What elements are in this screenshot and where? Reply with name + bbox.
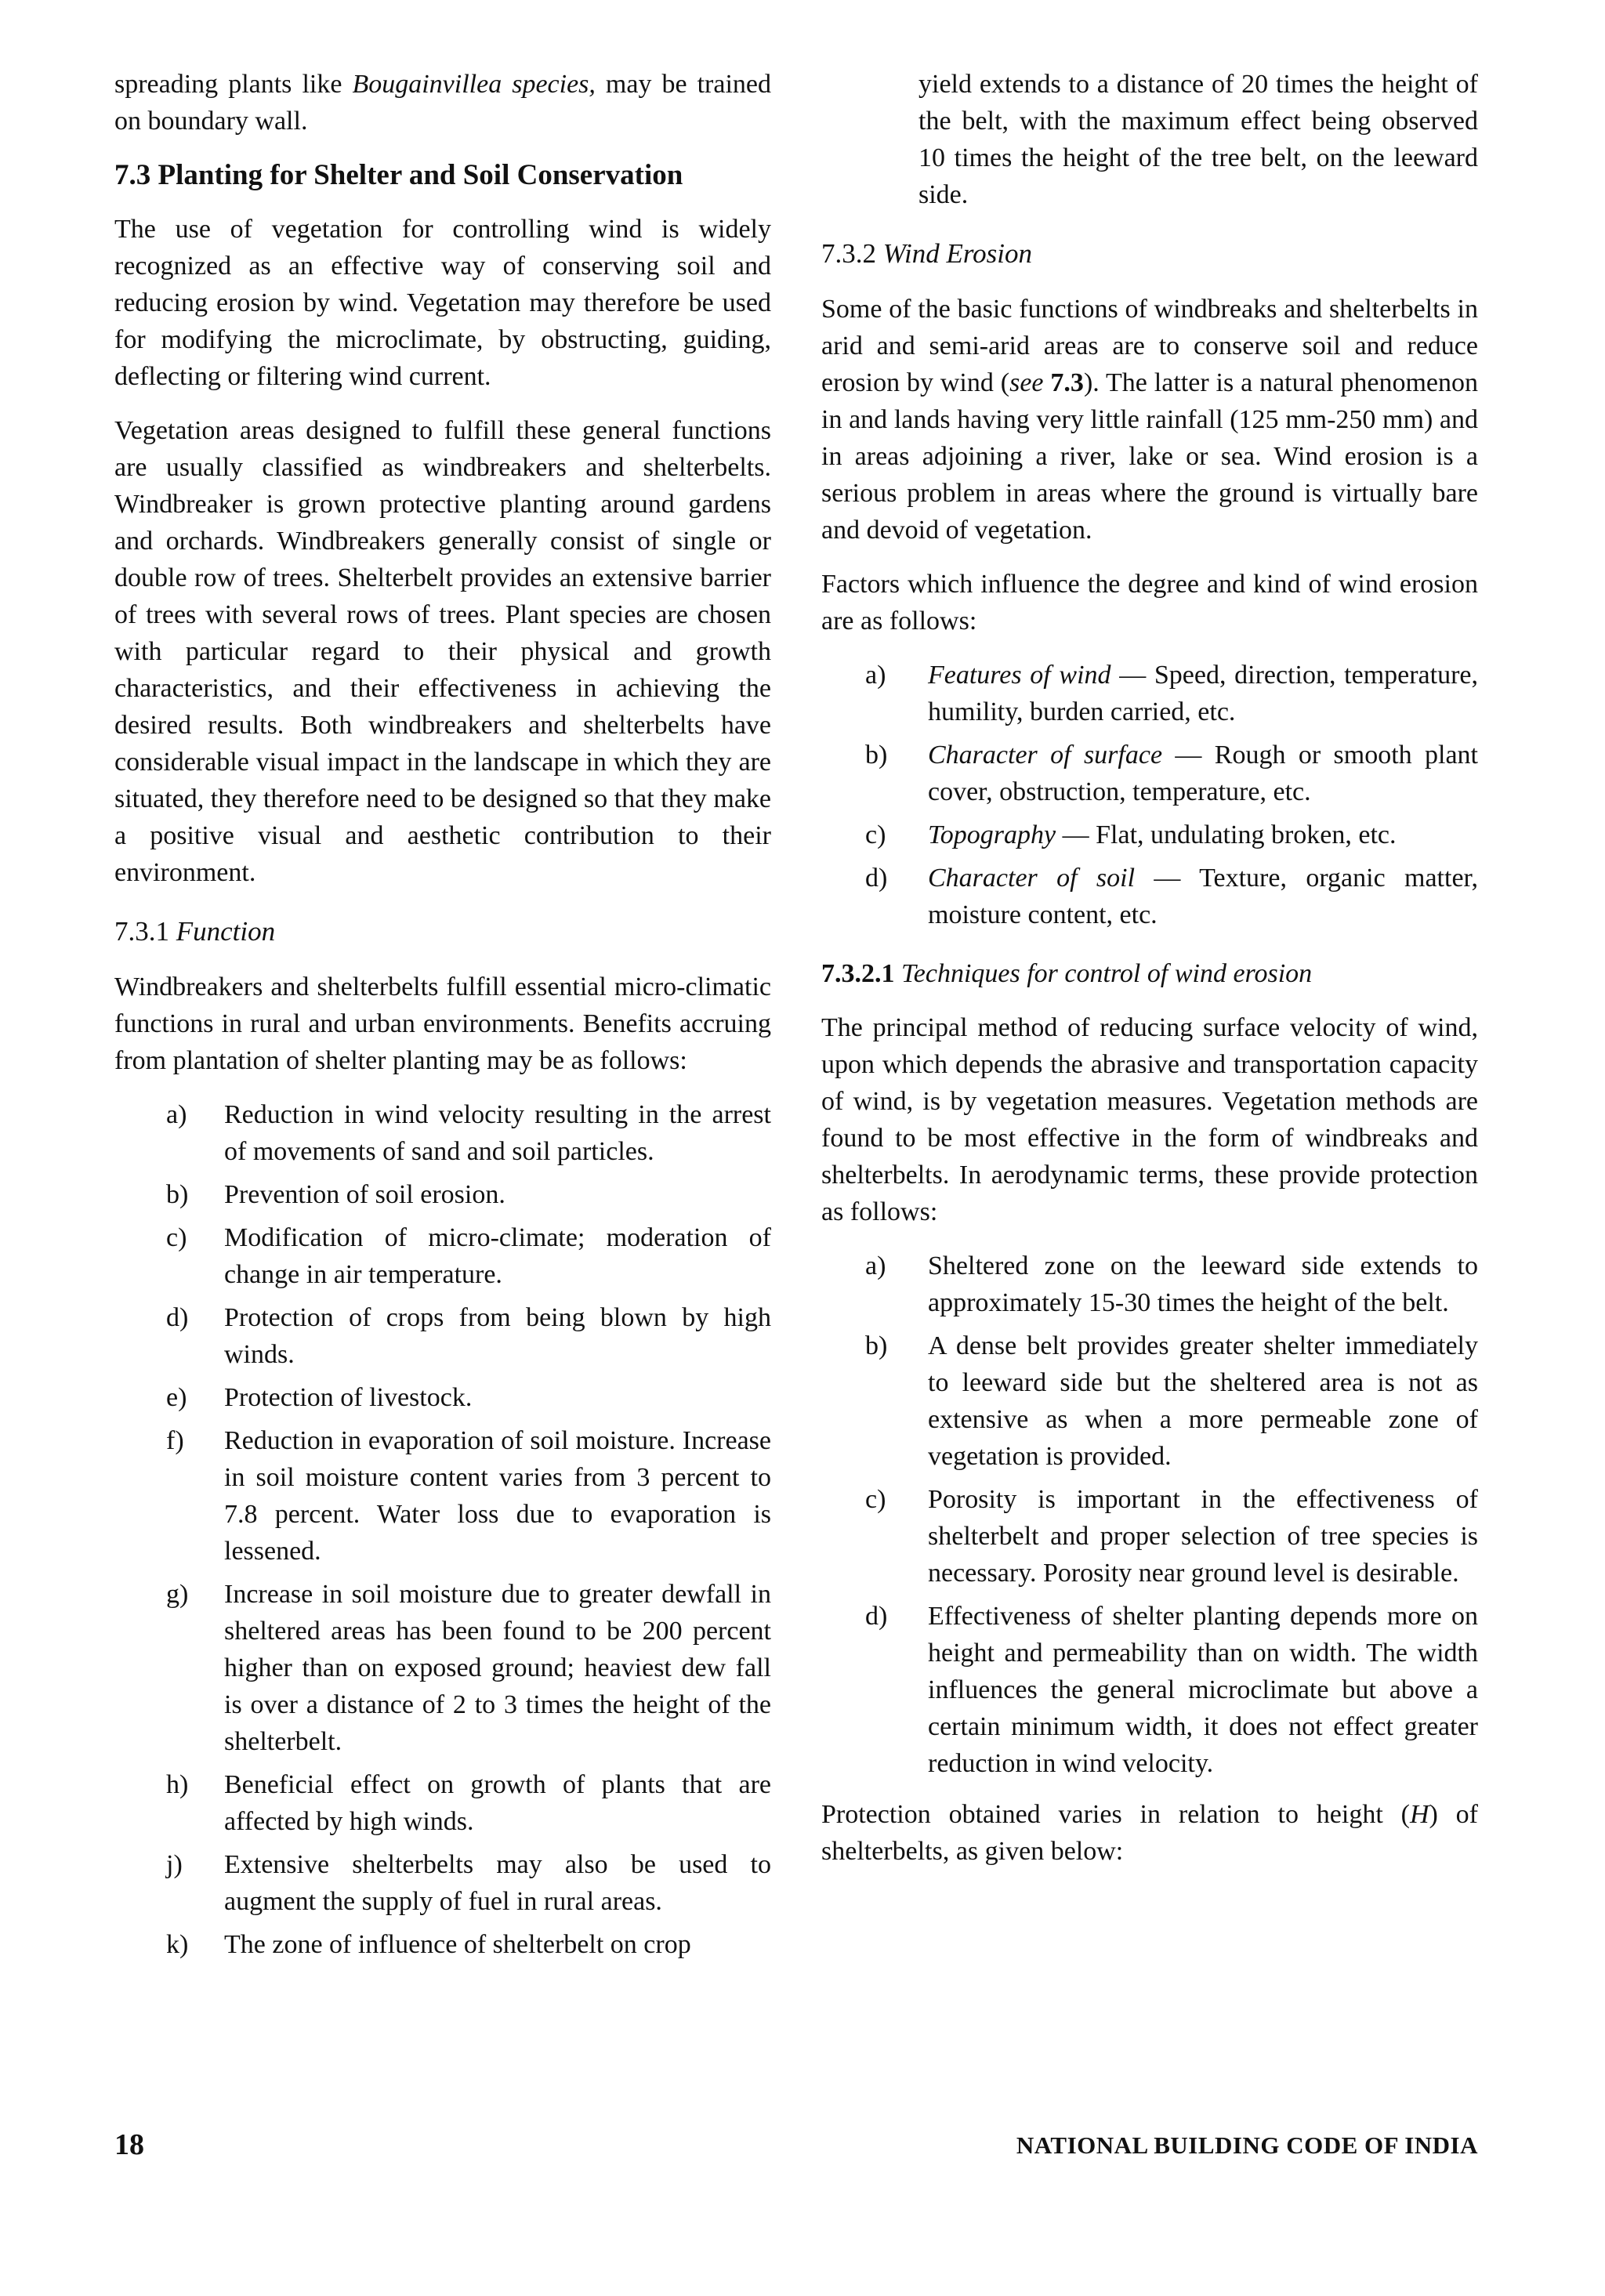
list-item: c) Porosity is important in the effectiveness of shelterbelt and proper selection of tree species is necessary. Porosity near ground level is desirable. [865,1485,1478,1588]
list-item: b) Prevention of soil erosion. [166,1180,505,1209]
list-item: c) Topography — Flat, undulating broken, etc. [865,820,1397,849]
list-item: e) Protection of livestock. [166,1383,473,1412]
section-heading-7-3: 7.3 Planting for Shelter and Soil Conservation [114,159,683,191]
right-column [821,66,1478,1887]
list-item: b) A dense belt provides greater shelter immediately to leeward side but the sheltered area is not as extensive as when a more permeable zone of vegetation is provided. [865,1331,1478,1471]
list-item: h) Beneficial effect on growth of plants that are affected by high winds. [166,1770,771,1836]
section-7-3-1-paragraph: Windbreakers and shelterbelts fulfill essential micro-climatic functions in rural and urban environments. Benefits accruing from plantation of shelter planting may be as follows: [114,972,771,1075]
page-number: 18 [114,2128,144,2161]
section-heading-7-3-2: 7.3.2 Wind Erosion [821,238,1032,269]
list-item: j) Extensive shelterbelts may also be used to augment the supply of fuel in rural areas. [166,1850,771,1916]
list-item: g) Increase in soil moisture due to greater dewfall in sheltered areas has been found to be 200 percent higher than on exposed ground; heaviest dew fall is over a distance of 2 to 3 times the height of the shelterbelt. [166,1580,771,1756]
protections-list [821,1248,1478,1782]
list-item: f) Reduction in evaporation of soil moisture. Increase in soil moisture content varies from 3 percent to 7.8 percent. Water loss due to evaporation is lessened. [166,1426,771,1566]
list-item: d) Effectiveness of shelter planting depends more on height and permeability than on width. The width influences the general microclimate but above a certain minimum width, it does not effect greater reduction in wind velocity. [865,1602,1478,1778]
list-item: a) Features of wind — Speed, direction, temperature, humility, burden carried, etc. [865,661,1479,726]
publication-title: NATIONAL BUILDING CODE OF INDIA [1016,2131,1478,2159]
continuation-paragraph: yield extends to a distance of 20 times the height of the belt, with the maximum effect being observed 10 times the height of the tree belt, on the leeward side. [918,70,1478,209]
list-item: c) Modification of micro-climate; moderation of change in air temperature. [166,1223,771,1289]
left-column [114,66,771,1977]
section-7-3-paragraph-1: The use of vegetation for controlling wind is widely recognized as an effective way of conserving soil and reducing erosion by wind. Vegetation may therefore be used for modifying the microclimate, by obstructing, guiding, deflecting or filtering wind current. [114,215,771,391]
section-7-3-paragraph-2: Vegetation areas designed to fulfill these general functions are usually classified as windbreakers and shelterbelts. Windbreaker is grown protective planting around gardens and orchards. Windbreakers generally consist of single or double row of trees. Shelterbelt provides an extensive barrier of trees with several rows of trees. Plant species are chosen with particular regard to their physical and growth characteristics, and their effectiveness in achieving the desired results. Both windbreakers and shelterbelts have considerable visual impact in the landscape in which they are situated, they therefore need to be designed so that they make a positive visual and aesthetic contribution to their environment. [114,416,771,887]
list-item: k) The zone of influence of shelterbelt on crop [166,1930,691,1959]
list-item: d) Protection of crops from being blown by high winds. [166,1303,771,1369]
list-item: a) Reduction in wind velocity resulting in the arrest of movements of sand and soil particles. [166,1100,771,1166]
section-heading-7-3-2-1: 7.3.2.1 Techniques for control of wind erosion [821,959,1313,988]
intro-continuation: spreading plants like Bougainvillea species, may be trained on boundary wall. [114,70,771,136]
list-item: b) Character of surface — Rough or smooth plant cover, obstruction, temperature, etc. [865,741,1478,806]
list-item: d) Character of soil — Texture, organic matter, moisture content, etc. [865,864,1478,929]
techniques-paragraph: The principal method of reducing surface velocity of wind, upon which depends the abrasive and transportation capacity of wind, is by vegetation measures. Vegetation methods are found to be most effective in the form of windbreaks and shelterbelts. In aerodynamic terms, these provide protection as follows: [821,1013,1478,1226]
wind-erosion-paragraph: Some of the basic functions of windbreaks and shelterbelts in arid and semi-arid areas are to conserve soil and reduce erosion by wind (see 7.3). The latter is a natural phenomenon in and lands having very little rainfall (125 mm-250 mm) and in areas adjoining a river, lake or sea. Wind erosion is a serious problem in areas where the ground is virtually bare and devoid of vegetation. [821,295,1479,545]
factors-intro: Factors which influence the degree and kind of wind erosion are as follows: [821,570,1478,636]
section-heading-7-3-1: 7.3.1 Function [114,916,276,947]
benefits-list [114,1096,771,1963]
factors-list [821,657,1478,933]
list-item: a) Sheltered zone on the leeward side extends to approximately 15-30 times the height of the belt. [865,1251,1478,1317]
closing-paragraph: Protection obtained varies in relation to height (H) of shelterbelts, as given below: [821,1800,1478,1866]
